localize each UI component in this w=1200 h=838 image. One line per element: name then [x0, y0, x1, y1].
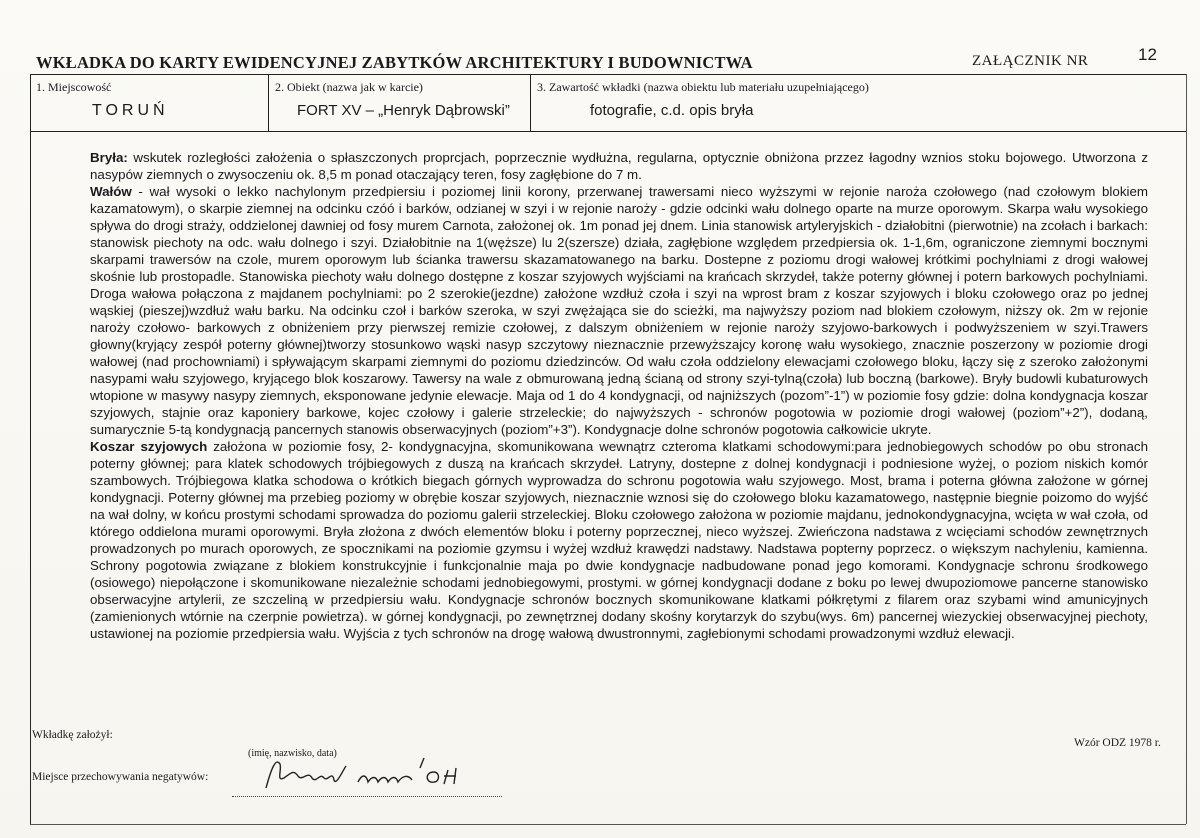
- form-code: Wzór ODZ 1978 r.: [1074, 737, 1161, 749]
- description-text: [90, 149, 1148, 642]
- form-title: WKŁADKA DO KARTY EWIDENCYJNEJ ZABYTKÓW ARCHITEKTURY I BUDOWNICTWA: [36, 53, 753, 72]
- field-divider-1: [268, 74, 269, 131]
- frame-bottom-edge: [30, 824, 1186, 825]
- handwritten-signature: [262, 752, 472, 794]
- negatives-dotted-line: [232, 796, 502, 797]
- paragraph-walow-text: - wał wysoki o lekko nachylonym przedpiersiu i poziomej linii korony, przerwanej trawersami nieco wyższymi w rejonie naroża czołowego (nad czołowym blokiem kazamatowym), o skarpie ziemnej na odcinku czóó i barków, odzianej w szyi i w rejonie naroży - gdzie odcinki wału dolnego oparte na murze oporowym. Skarpa wału wysokiego spływa do drogi straży, oddzielonej dawniej od fosy murem Carnota, założonej ok. 1m ponad jej dnem. Linia stanowisk artyleryjskich - działobitni (pierwotnie) na zcołach i barkach: stanowisk piechoty na odc. wału dolnego i szyi. Działobitnie na 1(węższe) lu 2(szersze) działa, zagłębione względem przedpiersia ok. 1-1,6m, ograniczone ziemnymi bocznymi skarpami trawersów na czole, murem oporowym lub ścianka trawersu skazamatowanego na barku. Dostepne z poziomu drogi wałowej krótkimi pochylniami z drogi wałowej skośnie lub prostopadle. Stanowiska piechoty wału dolnego dostępne z koszar szyjowych wyjściami na krańcach skrzydeł, także poterny głównej i potern barkowych pochylniami. Droga wałowa połączona z majdanem pochylniami: po 2 szerokie(jezdne) założone wzdłuż czoła i szyi na wprost bram z koszar szyjowych i bloku czołowego oraz po jednej wąskiej (pieszej)wzdłuż wału barku. Na odcinku czoł i barków szeroka, w szyi zwężająca sie do scieżki, ma najwyższy poziom nad blokiem czołowym, niższy ok. 2m w rejonie naroży czołowo- barkowych z obniżeniem przy pierwszej remizie czołowej, z dalszym obniżeniem w rejonie naroży szyjowo-barkowych i podwyższeniem w szyi.Trawers głowny(kryjący zespół poterny głównej)tworzy stosunkowo wąski nasyp szczytowy nieznacznie przewyższajcy koronę wału wysokiego, znacznie poszerzony w poziomie drogi wałowej (nad prochowniami) i spływającym skarpami ziemnymi do poziomu dziedzinców. Od wału czoła oddzielony elewacjami czołowego bloku, łączy się z szeroko założonymi nasypami wału szyjowego, kryjącego blok koszarowy. Tawersy na wale z obmurowaną jedną ścianą od strony szyi-tylną(czoła) lub boczną (barkowe). Bryły budowli kubaturowych wtopione w masywy nasypy ziemnych, eksponowane jedynie elewacje. Maja od 1 do 4 kondygnacji, od najniższych (pozom”-1”) w poziomie fosy gdzie: dolna kondygnacja koszar szyjowych, stajnie oraz kaponiery barkowe, kojec czołowy i galerie strzeleckie; do najwyższych - schronów pogotowia w poziomie drogi wałowej (poziom”+2”), dodaną, sumarycznie 5-tą kondygnacją pancernych stanowis obserwacyjnych (poziom”+3”). Kondygnacje dolne schronów pogotowia całkowicie ukryte.: [90, 184, 1148, 437]
- field-object-value: FORT XV – „Henryk Dąbrowski”: [297, 102, 510, 119]
- paragraph-bryla: [90, 149, 1148, 183]
- annex-label: ZAŁĄCZNIK NR: [972, 53, 1089, 69]
- field-object-label: 2. Obiekt (nazwa jak w karcie): [275, 80, 423, 94]
- field-locality-label: 1. Miejscowość: [36, 80, 112, 94]
- paragraph-walow: [90, 183, 1148, 438]
- fields-divider: [30, 131, 1186, 132]
- frame-right-edge: [1186, 74, 1187, 824]
- paragraph-koszar-heading: Koszar szyjowych: [90, 439, 208, 454]
- author-hint: (imię, nazwisko, data): [248, 748, 337, 759]
- paragraph-bryla-text: wskutek rozległości założenia o spłaszczonych proprcjach, poprzecznie wydłużna, regularna, optycznie obniżona przzez łagodny wznios stoku bojowego. Utworzona z nasypów ziemnych o zwysoczeniu ok. 8,5 m ponad otaczający teren, fosy zagłębione do 7 m.: [90, 150, 1148, 182]
- negatives-label: Miejsce przechowywania negatywów:: [32, 771, 209, 783]
- field-locality-value: TORUŃ: [92, 102, 169, 119]
- paragraph-walow-heading: Wałów: [90, 184, 132, 199]
- field-divider-2: [530, 74, 531, 131]
- field-contents-label: 3. Zawartość wkładki (nazwa obiektu lub materiału uzupełniającego): [537, 80, 869, 94]
- paragraph-koszar-text: założona w poziomie fosy, 2- kondygnacyjna, skomunikowana wewnątrz czteroma klatkami schodowymi:para jednobiegowych schodów po obu stronach poterny głównej; para klatek schodowych trójbiegowych z duszą na krańcach skrzydeł. Latryny, dostepne z dolnej kondygnacji i podniesione wyżej, o poziom niskich komór szambowych. Trójbiegowa klatka schodowa o krótkich biegach górnych wyprowadza do schronu pogotowia wału szyjowego. Most, brama i poterna główna założone w górnej kondygnacji. Poterny głównej ma przebieg poziomy w obrębie koszar szyjowych, nieznacznie wznosi się do czołowego bloku kazamatowego, następnie biegnie poizomo do wyjść na wał dolny, w końcu prostymi schodami sprowadza do poziomu galerii strzeleckiej. Bloku czołowego założona w poziomie majdanu, jednokondygnacyjna, wcięta w wał czoła, od którego oddielona murami oporowymi. Bryła złożona z dwóch elementów bloku i poterny poprzecznej, nieco wyższej. Zwieńczona nadstawa z wcięciami schodów zewnętrznych prowadzonych po murach oporowych, ze spocznikami na poziomie gzymsu i wyżej wzdłuż krawędzi nadstawy. Nadstawa popterny poprzecz. o większym nachyleniu, kamienna. Schrony pogotowia związane z blokiem konstrukcyjnie i funkcjonalnie maja po dwie kondygnacje nadbudowane ponad jego komorami. Kondygnacje schronu środkowego (osiowego) niepołączone i skomunikowane niezależnie schodami jednobiegowymi, prostymi. w górnej kondygnacji dodane z boku po lewej dwupoziomowe pancerne stanowisko obserwacyjne artylerii, ze szczeliną w przedpiersiu wału. Kondygnacje schronów bocznych skomunikowane klatkami półkrętymi z filarem oraz szybami wind amunicyjnych (zamienionych wtórnie na czerpnie powietrza). w górnej kondygnacji, po zewnętrznej dodany skośny korytarzyk do szybu(wys. 6m) pancernej wiezyckiej obserwacyjnej piechoty, ustawionej na poziomie przedpiersia wału. Wyjścia z tych schronów na drogę wałową dwustronnymi, zagłebionymi schodami prowadzonymi wzdłuż elewacji.: [90, 439, 1148, 641]
- author-label: Wkładkę założył:: [32, 729, 113, 741]
- field-contents-value: fotografie, c.d. opis bryła: [590, 102, 754, 119]
- paragraph-bryla-heading: Bryła:: [90, 150, 128, 165]
- header-divider: [30, 74, 1186, 75]
- annex-number: 12: [1138, 45, 1157, 64]
- paragraph-koszar: [90, 438, 1148, 642]
